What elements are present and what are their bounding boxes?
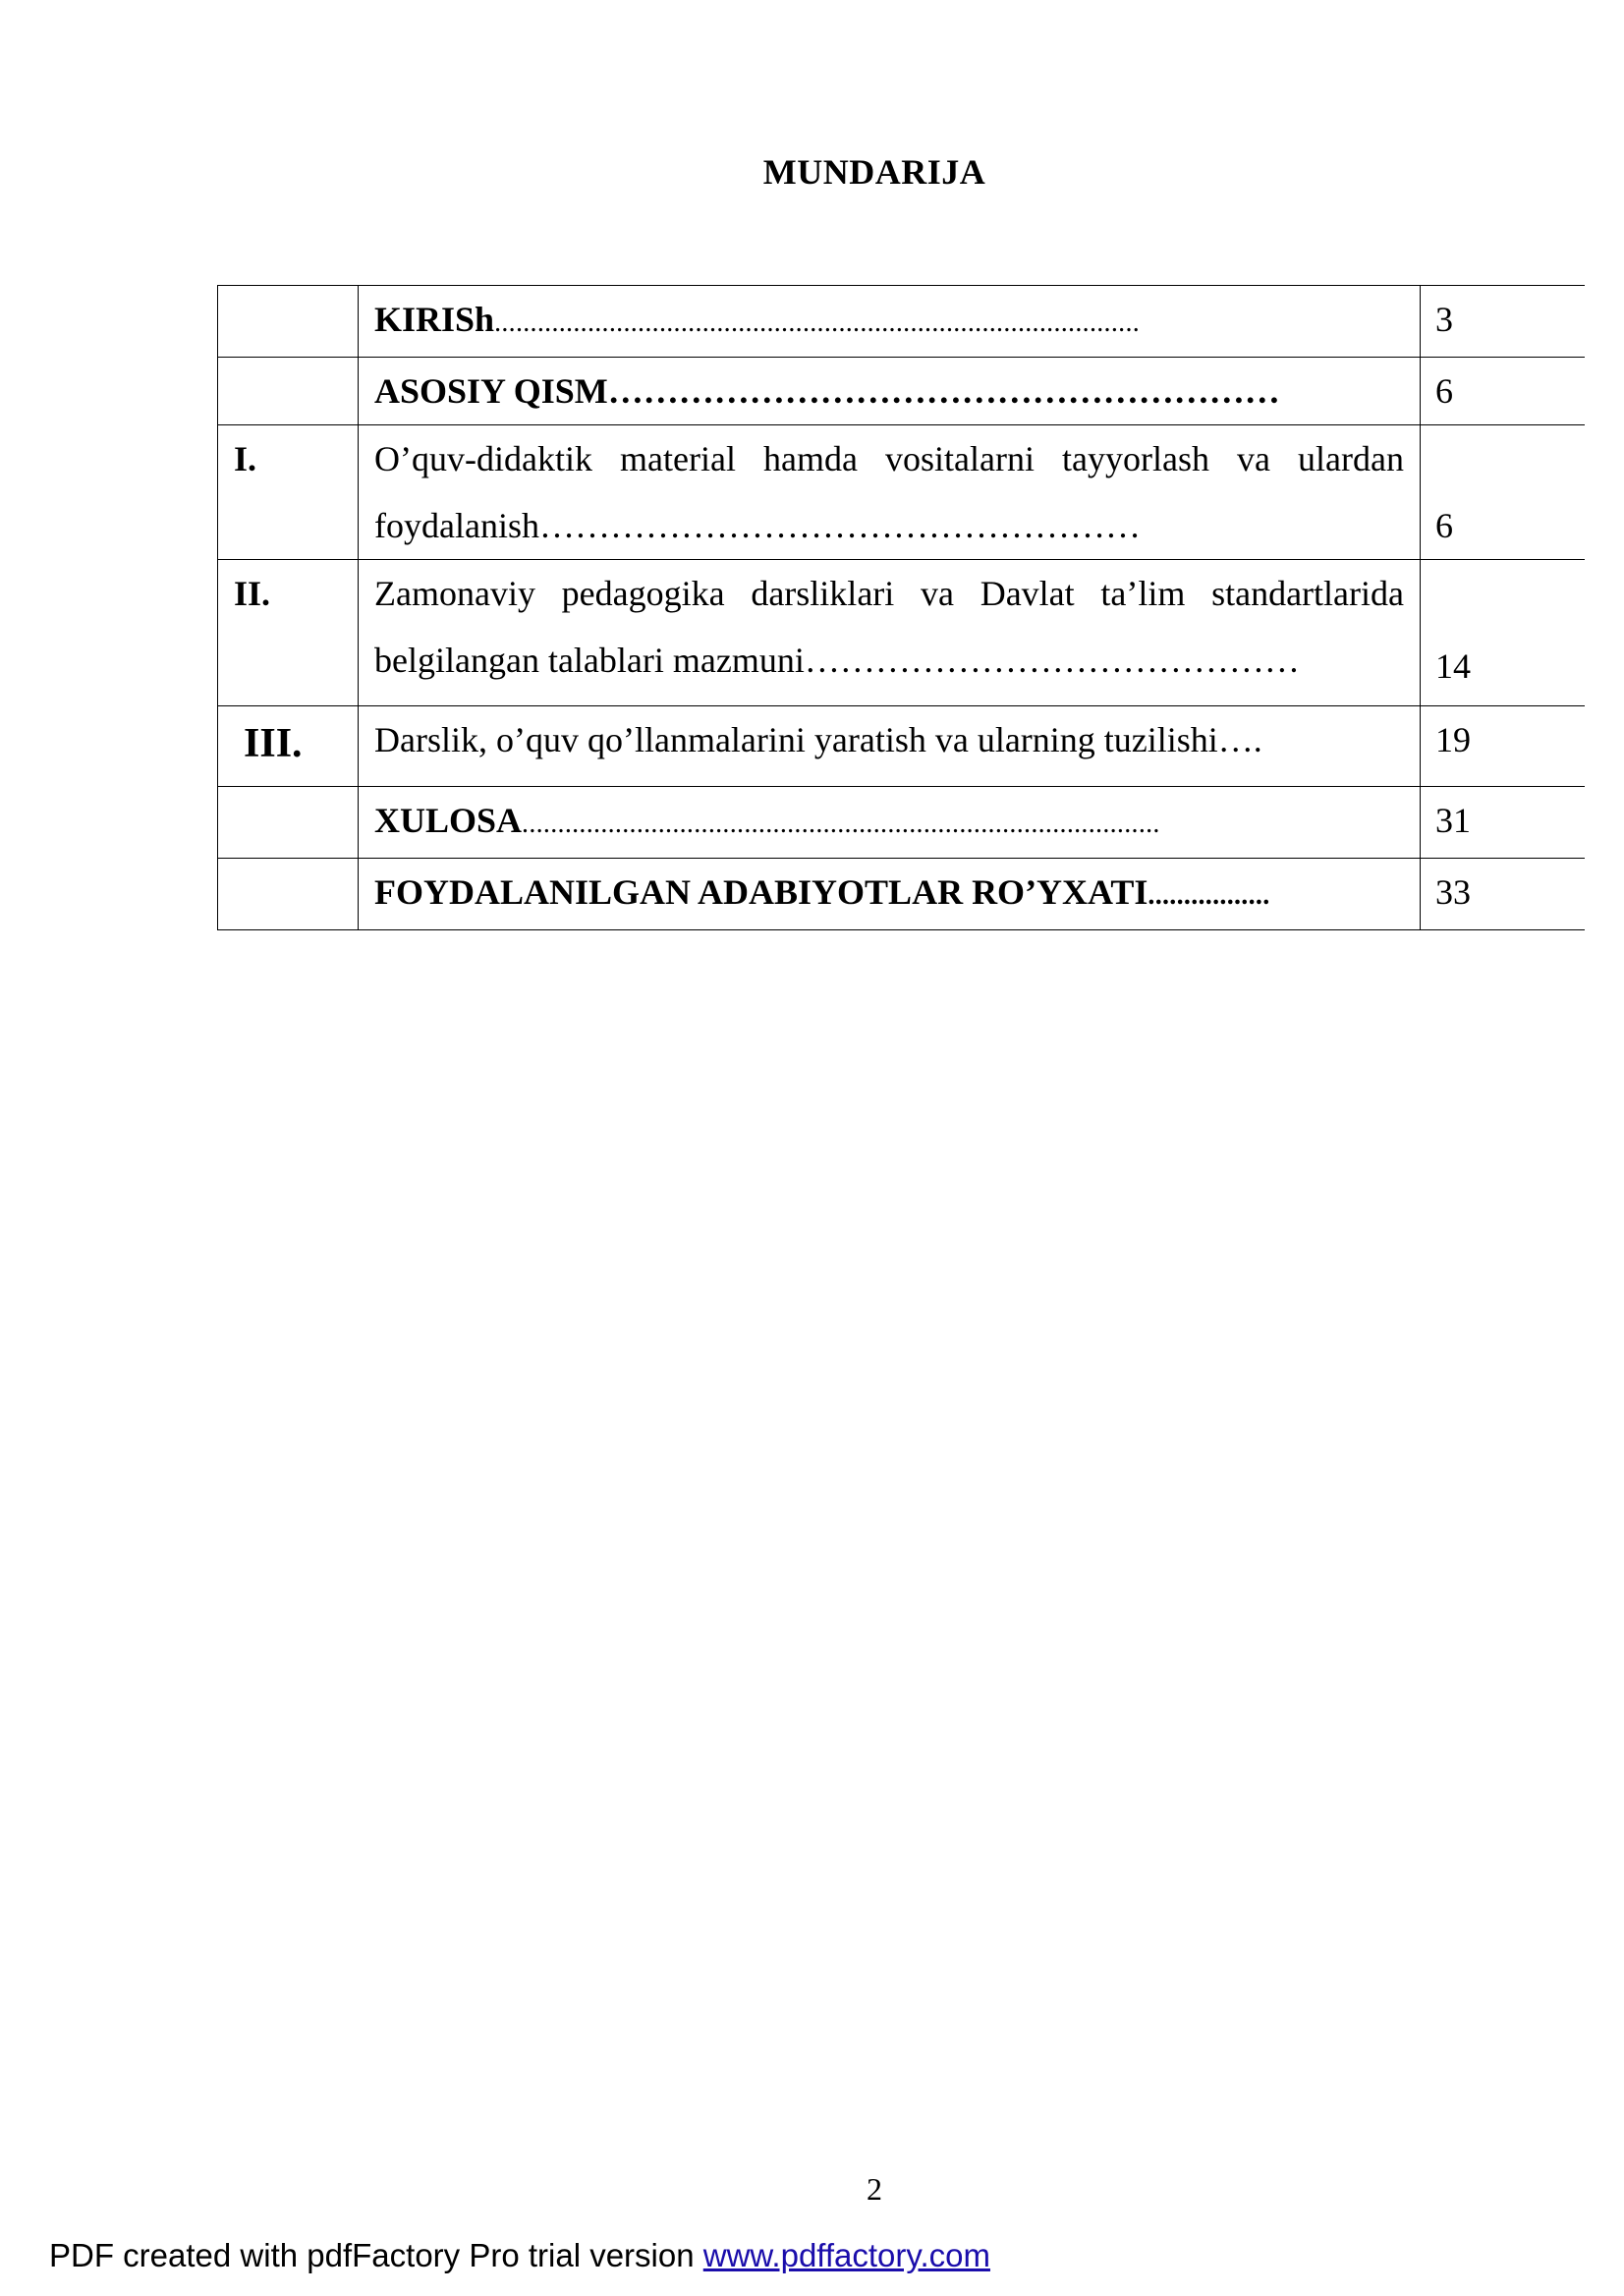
dot-leader: .................: [1148, 880, 1270, 911]
toc-number: III.: [218, 706, 359, 787]
dot-leader: ..........................................................................................: [494, 308, 1141, 338]
toc-page: 19: [1421, 706, 1586, 787]
toc-row-section-2: [218, 560, 1586, 706]
toc-page: 3: [1421, 286, 1586, 358]
toc-number: II.: [218, 560, 359, 706]
toc-number: [218, 859, 359, 930]
toc-title: Darslik, o’quv qo’llanmalarini yaratish va ularning tuzilishi: [374, 720, 1218, 759]
toc-title: FOYDALANILGAN ADABIYOTLAR RO’YXATI: [374, 872, 1148, 912]
footer-text: PDF created with pdfFactory Pro trial version: [49, 2237, 703, 2273]
toc-page: 6: [1421, 358, 1586, 425]
toc-number: [218, 286, 359, 358]
toc-row-xulosa: [218, 787, 1586, 859]
toc-row-kirish: [218, 286, 1586, 358]
toc-entry-kirish: [359, 286, 1421, 358]
toc-row-section-1: [218, 425, 1586, 560]
toc-number: [218, 787, 359, 859]
toc-entry-section-3: [359, 706, 1421, 787]
toc-page: 33: [1421, 859, 1586, 930]
toc-entry-section-1: [359, 425, 1421, 560]
toc-title: Zamonaviy pedagogika darsliklari va Davlat ta’lim standartlarida belgilangan talablari mazmuni: [374, 574, 1404, 680]
dot-leader: ……………………………………: [804, 641, 1300, 680]
toc-entry-xulosa: [359, 787, 1421, 859]
dot-leader: ….: [1217, 720, 1262, 759]
toc-entry-section-2: [359, 560, 1421, 706]
pdf-footer: [49, 2237, 990, 2274]
toc-entry-asosiy-qism: [359, 358, 1421, 425]
toc-number: [218, 358, 359, 425]
toc-row-adabiyotlar: [218, 859, 1586, 930]
toc-page: 14: [1421, 560, 1586, 706]
toc-number: I.: [218, 425, 359, 560]
toc-page: 6: [1421, 425, 1586, 560]
toc-title: XULOSA: [374, 801, 523, 840]
page-number: 2: [867, 2171, 882, 2207]
toc-row-asosiy-qism: [218, 358, 1586, 425]
toc-row-section-3: [218, 706, 1586, 787]
table-of-contents: [217, 285, 1585, 930]
dot-leader: …………………………………………………: [607, 371, 1280, 411]
dot-leader: .........................................................................................: [522, 809, 1160, 839]
dot-leader: ……………………………………………: [538, 506, 1141, 545]
toc-title: ASOSIY QISM: [374, 371, 608, 411]
toc-title: KIRISh: [374, 300, 495, 339]
toc-title: O’quv-didaktik material hamda vositalarni tayyorlash va ulardan foydalanish: [374, 439, 1404, 545]
toc-entry-adabiyotlar: [359, 859, 1421, 930]
toc-page: 31: [1421, 787, 1586, 859]
pdffactory-link[interactable]: www.pdffactory.com: [702, 2237, 990, 2273]
page-title: MUNDARIJA: [762, 152, 986, 192]
